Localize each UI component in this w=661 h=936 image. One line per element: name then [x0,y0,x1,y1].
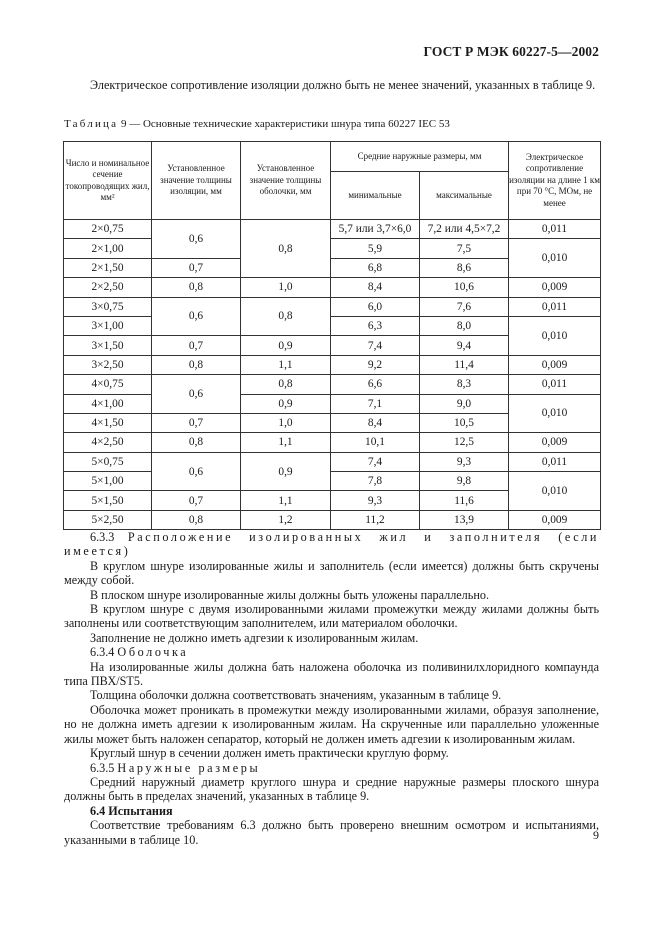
cell-max: 9,4 [420,336,509,355]
section-6-3-5-heading [64,761,599,775]
cell-max: 13,9 [420,510,509,529]
section-6-3-4-heading [64,645,599,659]
cell-max: 10,5 [420,413,509,432]
cell-max: 9,3 [420,452,509,471]
cell-min: 11,2 [331,510,420,529]
cell-sheath: 1,1 [241,491,331,510]
cell-resistance: 0,010 [509,394,601,433]
cell-insulation: 0,8 [152,355,241,374]
section-title: Расположение изолированных жил и заполнителя (если имеется) [64,530,600,559]
page-number: 9 [593,828,599,842]
cell-resistance: 0,011 [509,452,601,471]
table-row [64,220,601,239]
cell-sheath: 1,1 [241,433,331,452]
cell-conductors: 4×0,75 [64,375,152,394]
table-row [64,433,601,452]
table-row [64,316,601,335]
cell-insulation: 0,7 [152,491,241,510]
paragraph: Толщина оболочки должна соответствовать значениям, указанным в таблице 9. [90,688,502,703]
section-title: Оболочка [117,645,189,660]
cell-min: 6,3 [331,316,420,335]
cell-max: 12,5 [420,433,509,452]
cell-min: 5,7 или 3,7×6,0 [331,220,420,239]
section-6-3-3-heading [64,530,599,559]
table-row [64,375,601,394]
cell-conductors: 5×1,50 [64,491,152,510]
cell-insulation: 0,7 [152,413,241,432]
paragraph: Оболочка может проникать в промежутки между изолированными жилами, образуя заполнение, но не должна иметь адгезии к изолированным жилам. На скрученные или параллельно уложенные жилы может быть наложен сепаратор, который не должен иметь адгезии к изолированным жилам. [64,702,599,746]
cell-conductors: 5×1,00 [64,472,152,491]
table-caption-number: 9 [120,118,127,130]
table-row [64,452,601,471]
cell-resistance: 0,011 [509,375,601,394]
cell-min: 7,4 [331,452,420,471]
table-row [64,472,601,491]
cell-conductors: 2×0,75 [64,220,152,239]
section-number: 6.3.5 [90,760,115,775]
cell-resistance: 0,010 [509,239,601,278]
cell-min: 6,8 [331,258,420,277]
cell-sheath: 1,0 [241,278,331,297]
cell-resistance: 0,011 [509,297,601,316]
document-header: ГОСТ Р МЭК 60227-5—2002 [423,44,599,59]
paragraph: Заполнение не должно иметь адгезии к изолированным жилам. [90,630,419,645]
cell-max: 11,4 [420,355,509,374]
specification-table [63,141,601,530]
column-header-insulation-thickness: Установленное значение толщины изоляции, мм [152,142,241,220]
cell-conductors: 4×1,50 [64,413,152,432]
cell-min: 7,1 [331,394,420,413]
cell-conductors: 4×2,50 [64,433,152,452]
cell-insulation: 0,6 [152,220,241,259]
cell-min: 10,1 [331,433,420,452]
table-row [64,355,601,374]
cell-sheath: 0,9 [241,452,331,491]
cell-min: 8,4 [331,278,420,297]
column-header-outer-dimensions: Средние наружные размеры, мм [331,142,509,172]
cell-max: 10,6 [420,278,509,297]
cell-sheath: 0,8 [241,375,331,394]
cell-sheath: 0,8 [241,297,331,336]
cell-max: 9,0 [420,394,509,413]
cell-resistance: 0,010 [509,316,601,355]
section-title: Наружные размеры [117,760,261,775]
cell-insulation: 0,8 [152,278,241,297]
paragraph: Соответствие требованиям 6.3 должно быть проверено внешним осмотром и испытаниями, указанными в таблице 10. [64,818,599,847]
paragraph: Средний наружный диаметр круглого шнура и средние наружные размеры плоского шнура должны быть в пределах значений, указанных в таблице 9. [64,774,599,804]
cell-conductors: 2×1,50 [64,258,152,277]
cell-insulation: 0,8 [152,510,241,529]
cell-insulation: 0,8 [152,433,241,452]
table-caption [64,118,450,130]
paragraph: В круглом шнуре изолированные жилы и заполнитель (если имеется) должны быть скручены между собой. [64,558,599,588]
cell-max: 7,5 [420,239,509,258]
cell-max: 7,6 [420,297,509,316]
table-row [64,278,601,297]
column-header-conductors: Число и номинальное сечение токопроводящих жил, мм² [64,142,152,220]
cell-sheath: 1,1 [241,355,331,374]
cell-min: 7,4 [331,336,420,355]
table-row [64,510,601,529]
paragraph: Круглый шнур в сечении должен иметь практически круглую форму. [90,746,449,761]
cell-conductors: 2×1,00 [64,239,152,258]
cell-insulation: 0,6 [152,375,241,414]
intro-paragraph: Электрическое сопротивление изоляции должно быть не менее значений, указанных в таблице 9. [90,78,596,92]
cell-min: 7,8 [331,472,420,491]
cell-insulation: 0,6 [152,452,241,491]
paragraph: В круглом шнуре с двумя изолированными жилами промежутки между жилами должны быть заполнены или соответствующим заполнителем, или материалом оболочки. [64,602,599,631]
column-header-insulation-resistance: Электрическое сопротивление изоляции на длине 1 км при 70 °С, МОм, не менее [509,142,601,220]
table-caption-label: Таблица [64,118,119,130]
cell-min: 6,6 [331,375,420,394]
cell-insulation: 0,7 [152,258,241,277]
cell-max: 8,6 [420,258,509,277]
cell-resistance: 0,009 [509,278,601,297]
cell-resistance: 0,011 [509,220,601,239]
cell-conductors: 3×2,50 [64,355,152,374]
cell-resistance: 0,010 [509,472,601,511]
cell-min: 6,0 [331,297,420,316]
body-text [64,530,599,847]
cell-resistance: 0,009 [509,355,601,374]
cell-insulation: 0,6 [152,297,241,336]
table-row [64,394,601,413]
section-number: 6.3.3 [90,530,115,544]
cell-conductors: 4×1,00 [64,394,152,413]
table-row [64,297,601,316]
cell-max: 8,3 [420,375,509,394]
cell-conductors: 2×2,50 [64,278,152,297]
cell-max: 8,0 [420,316,509,335]
cell-resistance: 0,009 [509,433,601,452]
cell-sheath: 1,2 [241,510,331,529]
cell-min: 9,2 [331,355,420,374]
column-header-min: минимальные [331,172,420,220]
table-caption-title: — Основные технические характеристики шнура типа 60227 IEC 53 [126,118,450,130]
cell-sheath: 0,9 [241,394,331,413]
cell-max: 9,8 [420,472,509,491]
cell-max: 7,2 или 4,5×7,2 [420,220,509,239]
cell-resistance: 0,009 [509,510,601,529]
cell-conductors: 3×1,50 [64,336,152,355]
cell-conductors: 5×0,75 [64,452,152,471]
column-header-sheath-thickness: Установленное значение толщины оболочки, мм [241,142,331,220]
cell-conductors: 5×2,50 [64,510,152,529]
cell-conductors: 3×0,75 [64,297,152,316]
cell-min: 8,4 [331,413,420,432]
cell-sheath: 0,8 [241,220,331,278]
cell-min: 5,9 [331,239,420,258]
cell-min: 9,3 [331,491,420,510]
column-header-max: максимальные [420,172,509,220]
cell-max: 11,6 [420,491,509,510]
paragraph: На изолированные жилы должна бать наложена оболочка из поливинилхлоридного компаунда типа ПВХ/ST5. [64,659,599,689]
section-6-4-heading: 6.4 Испытания [90,803,173,818]
cell-sheath: 0,9 [241,336,331,355]
cell-insulation: 0,7 [152,336,241,355]
table-row [64,239,601,258]
paragraph: В плоском шнуре изолированные жилы должны быть уложены параллельно. [90,587,489,602]
cell-sheath: 1,0 [241,413,331,432]
cell-conductors: 3×1,00 [64,316,152,335]
section-number: 6.3.4 [90,645,115,660]
